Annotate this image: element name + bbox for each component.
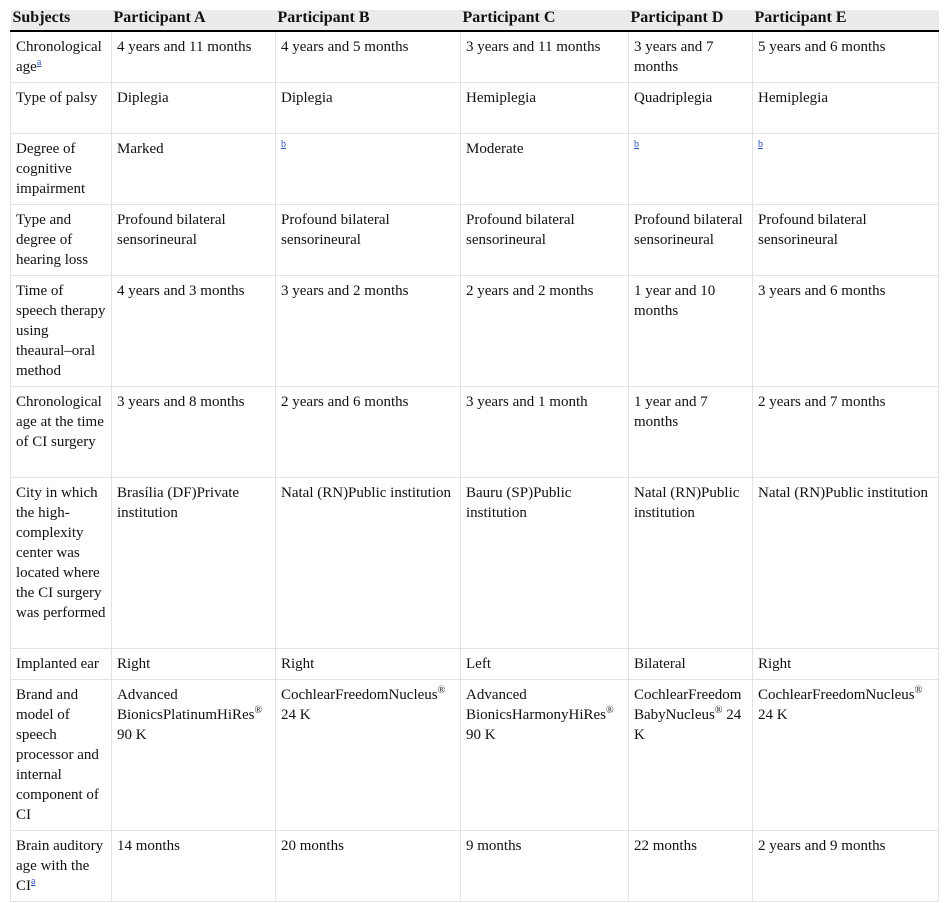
table-cell: Quadriplegia [629, 83, 753, 134]
table-cell: 2 years and 6 months [276, 387, 461, 478]
table-cell: Profound bilateral sensorineural [461, 205, 629, 276]
row-label: Type and degree of hearing loss [11, 205, 112, 276]
table-cell: 1 year and 10 months [629, 276, 753, 387]
table-cell: 3 years and 2 months [276, 276, 461, 387]
footnote-link-a[interactable]: a [36, 57, 42, 68]
table-cell: Natal (RN)Public institution [629, 478, 753, 649]
row-label: Time of speech therapy using theaural–oral method [11, 276, 112, 387]
table-row [11, 276, 939, 387]
table-cell: 3 years and 7 months [629, 31, 753, 83]
row-label: City in which the high-complexity center was located where the CI surgery was performed [11, 478, 112, 649]
table-cell: Moderate [461, 134, 629, 205]
table-row [11, 649, 939, 680]
table-cell: 2 years and 2 months [461, 276, 629, 387]
table-cell: Right [753, 649, 939, 680]
registered-mark: ® [714, 705, 723, 716]
table-cell [461, 680, 629, 831]
row-label: Type of palsy [11, 83, 112, 134]
table-cell: Profound bilateral sensorineural [753, 205, 939, 276]
device-model: 90 K [117, 727, 147, 743]
row-label [11, 31, 112, 83]
table-cell [753, 134, 939, 205]
device-name: CochlearFreedom BabyNucleus [634, 687, 742, 723]
table-row [11, 478, 939, 649]
table-cell: Diplegia [112, 83, 276, 134]
table-row [11, 387, 939, 478]
table-cell: Profound bilateral sensorineural [112, 205, 276, 276]
table-cell: 9 months [461, 831, 629, 902]
table-cell [629, 680, 753, 831]
registered-mark: ® [914, 685, 923, 696]
table-cell [276, 134, 461, 205]
table-cell: Profound bilateral sensorineural [276, 205, 461, 276]
table-cell: Hemiplegia [461, 83, 629, 134]
table-cell: Bauru (SP)Public institution [461, 478, 629, 649]
table-cell [112, 680, 276, 831]
table-cell: Brasília (DF)Private institution [112, 478, 276, 649]
table-row [11, 680, 939, 831]
table-cell: 2 years and 9 months [753, 831, 939, 902]
row-label: Degree of cognitive impairment [11, 134, 112, 205]
table-cell: 20 months [276, 831, 461, 902]
table-cell: 3 years and 1 month [461, 387, 629, 478]
participants-table [10, 10, 939, 902]
header-participant-e: Participant E [753, 10, 939, 31]
table-cell [753, 680, 939, 831]
table-row [11, 31, 939, 83]
table-cell: 3 years and 11 months [461, 31, 629, 83]
table-cell: 2 years and 7 months [753, 387, 939, 478]
row-label: Implanted ear [11, 649, 112, 680]
table-row [11, 205, 939, 276]
table-cell: 14 months [112, 831, 276, 902]
table-row [11, 134, 939, 205]
table-cell: Right [276, 649, 461, 680]
table-cell: Bilateral [629, 649, 753, 680]
table-cell [276, 680, 461, 831]
header-participant-b: Participant B [276, 10, 461, 31]
table-cell: Natal (RN)Public institution [276, 478, 461, 649]
footnote-link-b[interactable]: b [634, 139, 639, 150]
table-row [11, 831, 939, 902]
table-cell: 4 years and 11 months [112, 31, 276, 83]
device-model: 24 K [634, 707, 742, 743]
header-subjects: Subjects [11, 10, 112, 31]
table-cell: Marked [112, 134, 276, 205]
table-cell: 3 years and 6 months [753, 276, 939, 387]
device-name: CochlearFreedomNucleus [758, 687, 915, 703]
registered-mark: ® [606, 705, 614, 716]
row-label: Brand and model of speech processor and internal component of CI [11, 680, 112, 831]
table-cell: 3 years and 8 months [112, 387, 276, 478]
device-name: Advanced BionicsHarmonyHiRes [466, 687, 606, 723]
header-row [11, 10, 939, 31]
device-name: Advanced BionicsPlatinumHiRes [117, 687, 255, 723]
device-model: 90 K [466, 727, 496, 743]
table-cell: Natal (RN)Public institution [753, 478, 939, 649]
row-label-text: Brain auditory age with the CI [16, 838, 104, 894]
table-cell: 1 year and 7 months [629, 387, 753, 478]
table-cell: 4 years and 5 months [276, 31, 461, 83]
table-cell: Right [112, 649, 276, 680]
table-cell [629, 134, 753, 205]
row-label: Chronological age at the time of CI surgery [11, 387, 112, 478]
footnote-link-b[interactable]: b [758, 139, 763, 150]
table-cell: 5 years and 6 months [753, 31, 939, 83]
table-cell: 4 years and 3 months [112, 276, 276, 387]
row-label-text: Chronological age [16, 39, 102, 75]
device-model: 24 K [281, 707, 311, 723]
table-cell: Diplegia [276, 83, 461, 134]
table-row [11, 83, 939, 134]
header-participant-c: Participant C [461, 10, 629, 31]
registered-mark: ® [254, 705, 263, 716]
footnote-link-a[interactable]: a [31, 876, 36, 887]
table-cell: Hemiplegia [753, 83, 939, 134]
header-participant-a: Participant A [112, 10, 276, 31]
registered-mark: ® [437, 685, 446, 696]
device-name: CochlearFreedomNucleus [281, 687, 438, 703]
device-model: 24 K [758, 707, 788, 723]
footnote-link-b[interactable]: b [281, 139, 286, 150]
header-participant-d: Participant D [629, 10, 753, 31]
table-cell: 22 months [629, 831, 753, 902]
table-cell: Profound bilateral sensorineural [629, 205, 753, 276]
table-cell: Left [461, 649, 629, 680]
row-label [11, 831, 112, 902]
